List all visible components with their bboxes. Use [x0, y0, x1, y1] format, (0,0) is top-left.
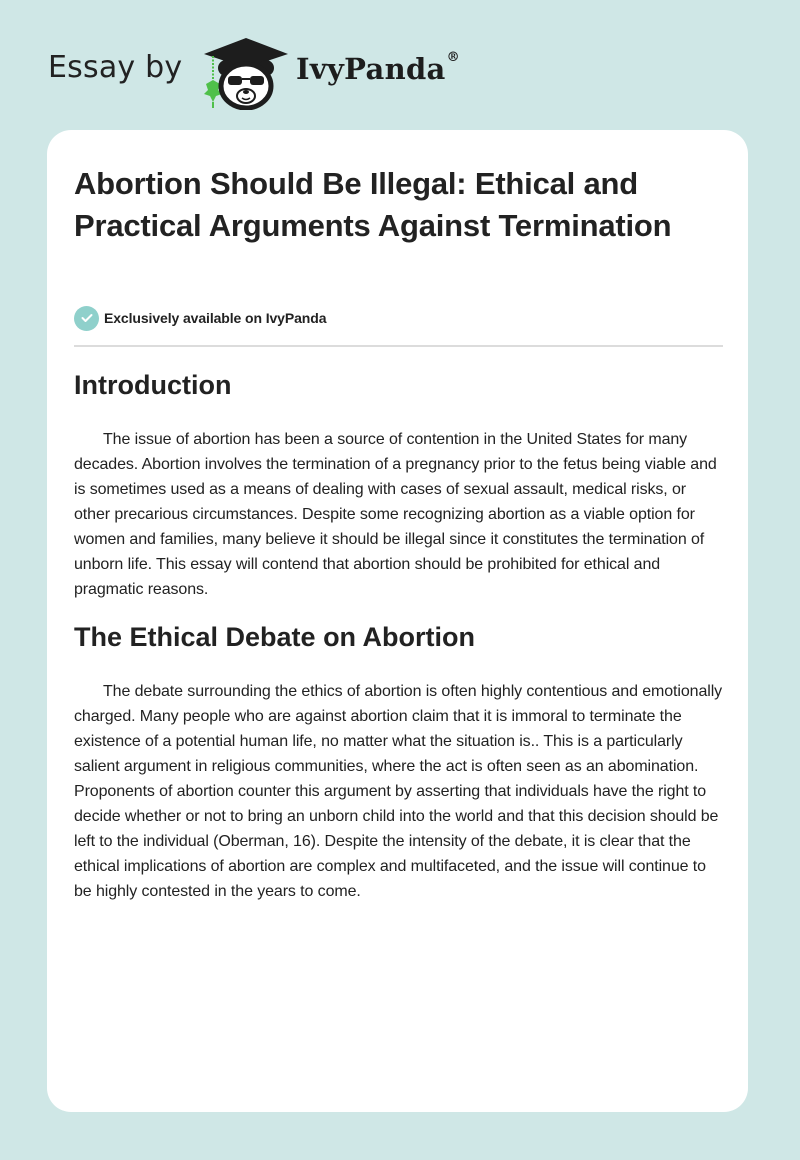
registered-mark: ®	[446, 50, 460, 65]
title-divider	[74, 345, 723, 347]
exclusive-badge-text: Exclusively available on IvyPanda	[104, 310, 327, 326]
brand-text: IvyPanda	[296, 52, 446, 86]
panda-logo-icon[interactable]	[200, 34, 292, 110]
paragraph-introduction: The issue of abortion has been a source of contention in the United States for many decades. Abortion involves the termination of a pregnancy prior to the fetus being viable and is sometimes used as a means of dealing with cases of sexual assault, medical risks, or other precarious circumstances. Despite some recognizing abortion as a viable option for women and families, many believe it should be illegal since it constitutes the termination of unborn life. This essay will contend that abortion should be prohibited for ethical and pragmatic reasons.	[74, 431, 717, 598]
exclusive-badge	[74, 305, 326, 331]
essay-card	[47, 130, 748, 1112]
essay-by-label: Essay by	[48, 50, 183, 85]
paragraph-ethical-debate: The debate surrounding the ethics of abortion is often highly contentious and emotionally charged. Many people who are against abortion claim that it is immoral to terminate the existence of a potential human life, no matter what the situation is.. This is a particularly salient argument in religious communities, where the act is often seen as an abomination. Proponents of abortion counter this argument by asserting that individuals have the right to decide whether or not to bring an unborn child into the world and that this decision should be left to the individual (Oberman, 16). Despite the intensity of the debate, it is clear that the ethical implications of abortion are complex and multifaceted, and the issue will continue to be highly contested in the years to come.	[74, 683, 723, 900]
check-circle-icon	[74, 306, 99, 331]
site-header	[0, 0, 800, 130]
essay-title: Abortion Should Be Illegal: Ethical and Practical Arguments Against Termination	[74, 166, 672, 243]
brand-name[interactable]	[296, 52, 460, 86]
section-heading-introduction: Introduction	[74, 370, 232, 400]
section-heading-ethical-debate: The Ethical Debate on Abortion	[74, 622, 476, 652]
